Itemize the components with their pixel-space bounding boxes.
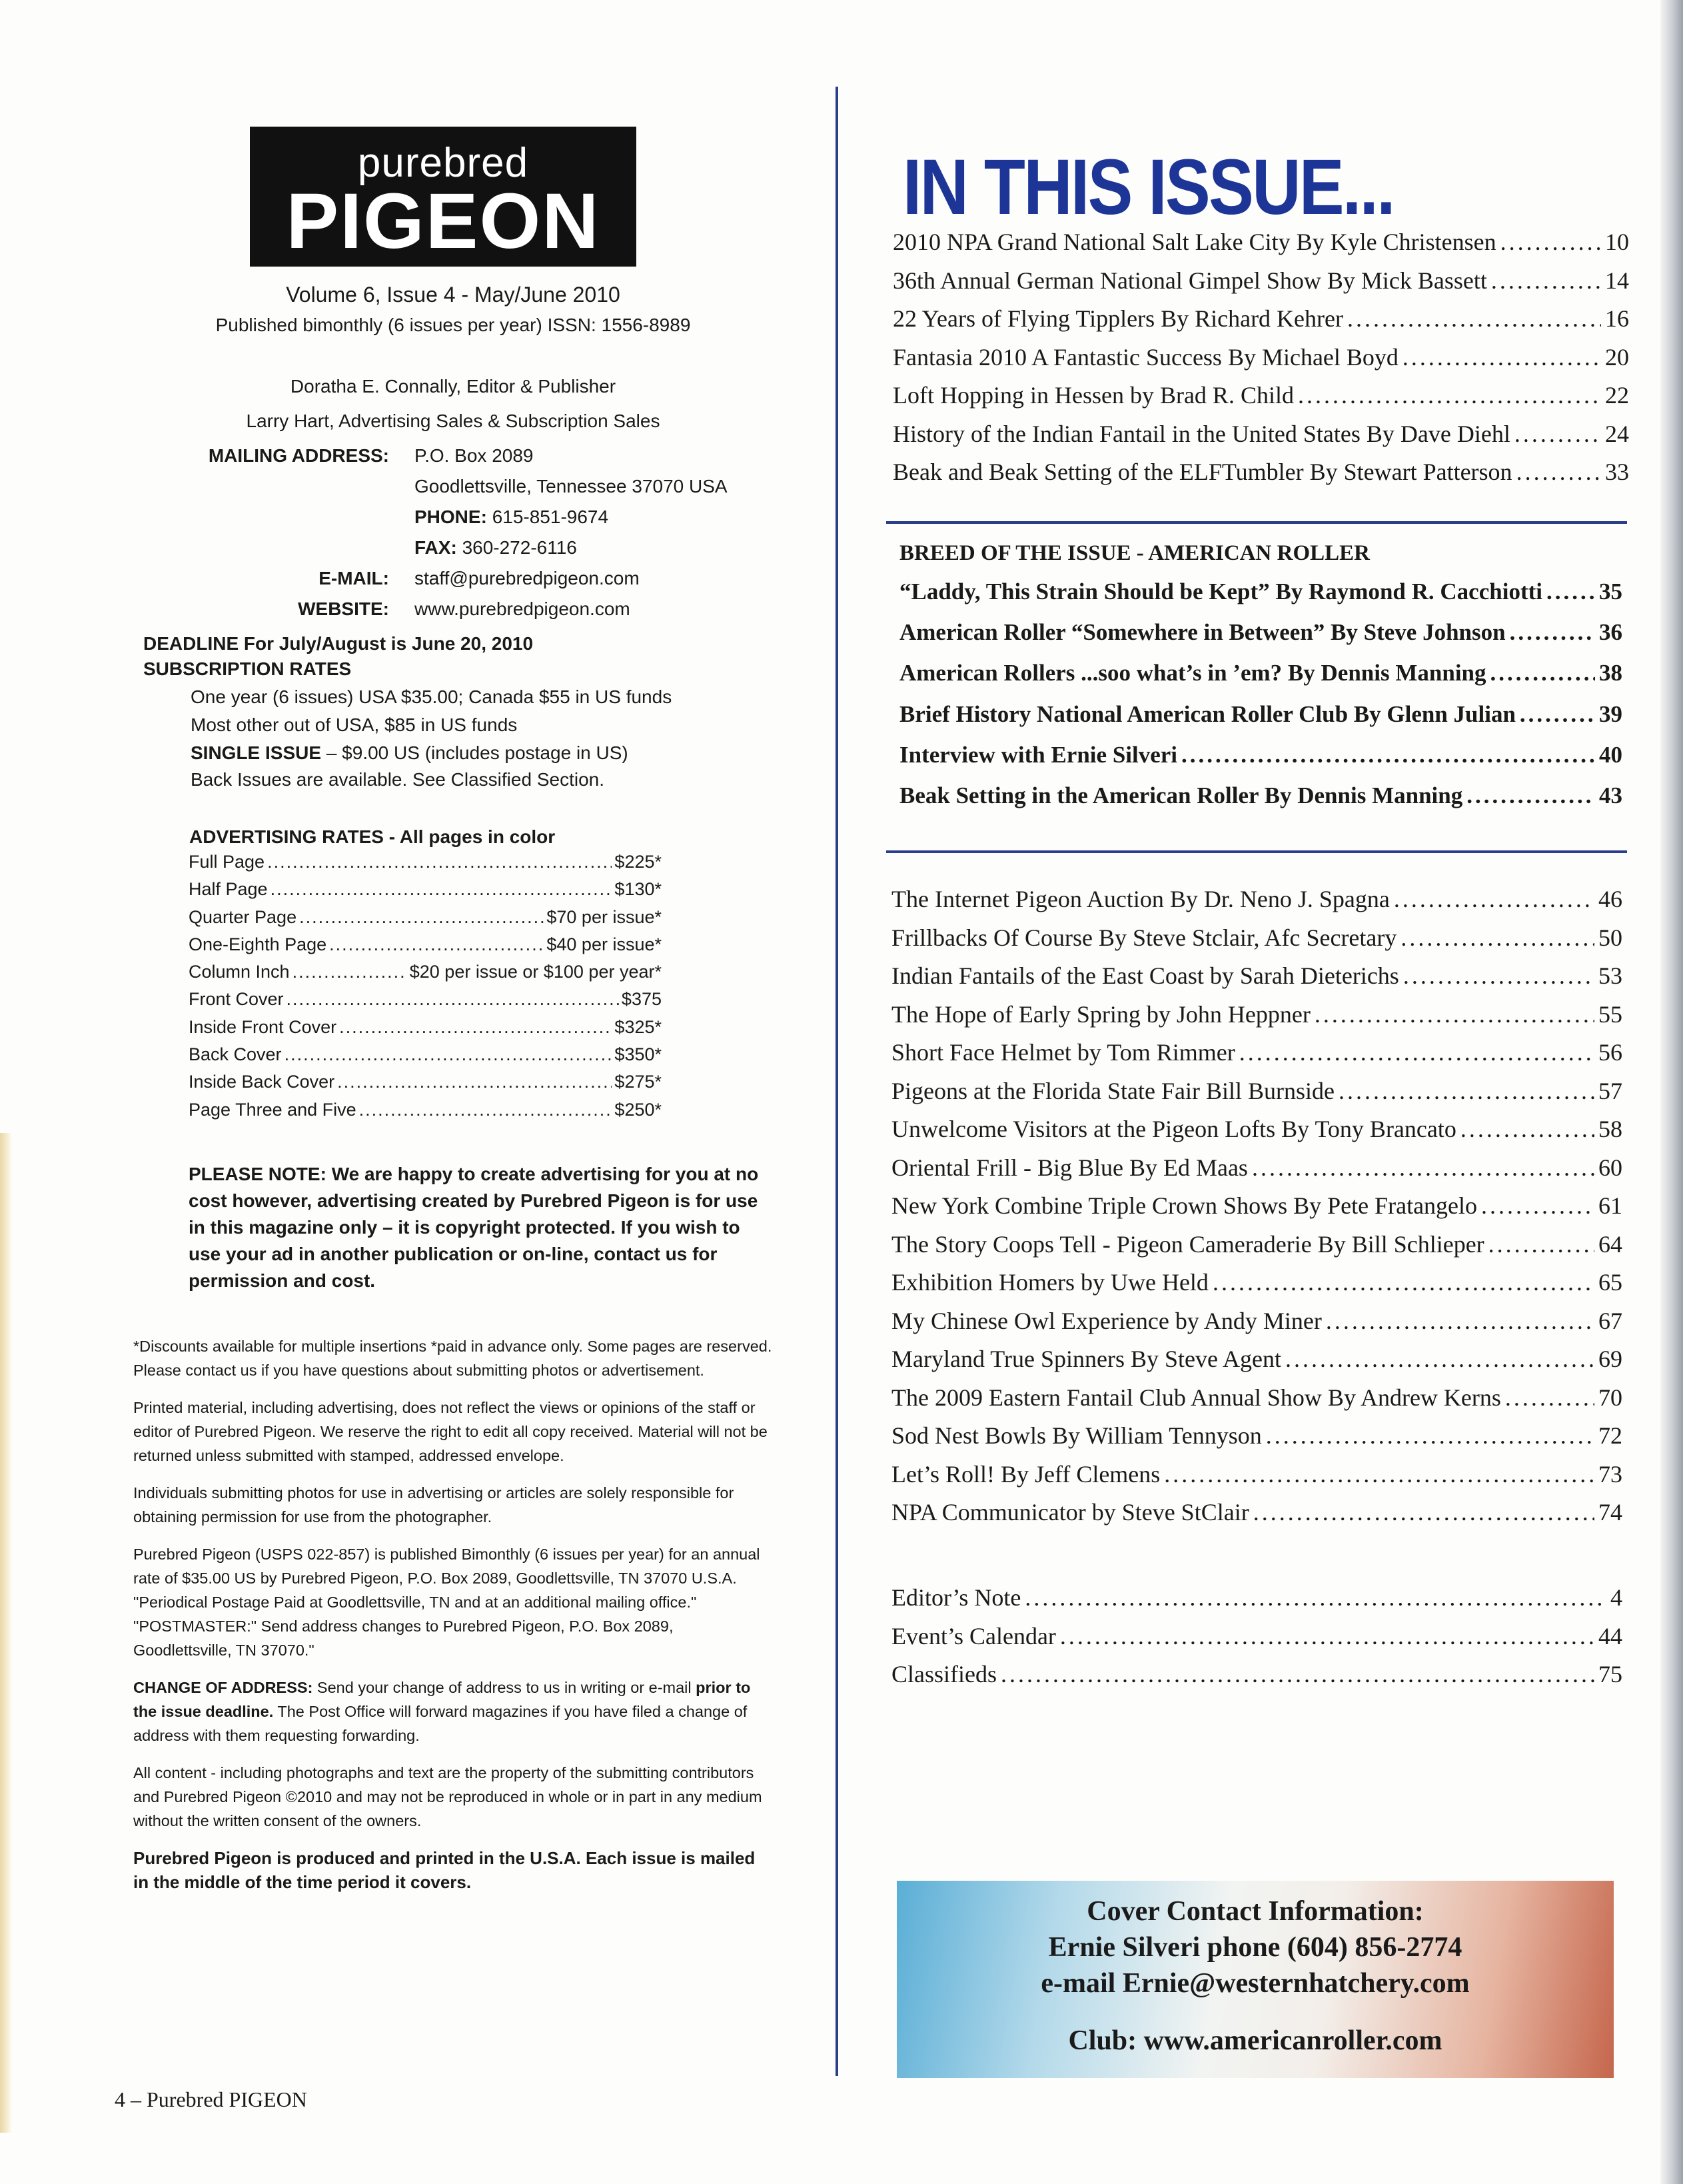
toc-entry[interactable]	[891, 1307, 1622, 1346]
toc-page: 72	[1598, 1422, 1622, 1449]
toc-page: 36	[1599, 619, 1622, 646]
leader-dots	[1181, 742, 1595, 768]
change-of-address-label: CHANGE OF ADDRESS:	[133, 1679, 313, 1696]
logo-small-text: purebred	[357, 140, 529, 186]
departments-list	[891, 1584, 1622, 1699]
rate-row	[189, 852, 662, 879]
rate-name: Full Page	[189, 852, 265, 872]
rate-price: $250*	[614, 1099, 662, 1120]
toc-page: 35	[1599, 578, 1622, 604]
rate-price: $375	[621, 989, 662, 1010]
single-issue-text: – $9.00 US (includes postage in US)	[321, 742, 628, 763]
rate-price: $20 per issue or $100 per year*	[409, 962, 662, 982]
toc-entry[interactable]	[891, 1192, 1622, 1230]
leader-dots	[292, 962, 407, 982]
rate-name: Quarter Page	[189, 906, 297, 927]
postal-paragraph: Purebred Pigeon (USPS 022-857) is published Bimonthly (6 issues per year) for an annual rate of $35.00 US by Purebred Pigeon, P.O. Box 2089, Goodlettsville, TN 37070 U.S.A. "Periodical Postage Paid at Goodlettsville, TN and at an additional mailing office." "POSTMASTER:" Send address changes to Purebred Pigeon, P.O. Box 2089, Goodlettsville, TN 37070."	[133, 1546, 760, 1659]
toc-entry[interactable]	[891, 1584, 1622, 1622]
page-edge-left	[0, 1133, 12, 2133]
rate-price: $225*	[614, 852, 662, 872]
leader-dots	[1403, 962, 1594, 990]
toc-title: The Internet Pigeon Auction By Dr. Neno J. Spagna	[891, 886, 1390, 912]
logo-big-text: PIGEON	[286, 177, 600, 265]
deadline-line: DEADLINE For July/August is June 20, 2010	[143, 633, 534, 654]
change-of-address-paragraph	[133, 1675, 773, 1747]
leader-dots	[1164, 1460, 1594, 1488]
toc-title: Frillbacks Of Course By Steve Stclair, Afc Secretary	[891, 924, 1397, 951]
published-line: Published bimonthly (6 issues per year) ISSN: 1556-8989	[215, 315, 691, 335]
toc-page: 65	[1598, 1269, 1622, 1296]
toc-entry[interactable]	[891, 1230, 1622, 1269]
toc-page: 44	[1598, 1622, 1622, 1649]
leader-dots	[1001, 1660, 1594, 1688]
rate-row	[189, 1044, 662, 1072]
toc-entry[interactable]	[899, 619, 1622, 660]
toc-entry[interactable]	[893, 343, 1629, 382]
leader-dots	[1466, 782, 1595, 809]
toc-page: 24	[1605, 420, 1629, 447]
rate-row	[189, 879, 662, 906]
toc-entry[interactable]	[891, 885, 1622, 924]
printed-in-usa-paragraph: Purebred Pigeon is produced and printed in the U.S.A. Each issue is mailed in the middle of the time period it covers.	[133, 1848, 756, 1892]
toc-title: Oriental Frill - Big Blue By Ed Maas	[891, 1154, 1248, 1181]
toc-entry[interactable]	[891, 1498, 1622, 1537]
fax-value: 360-272-6116	[462, 537, 577, 558]
leader-dots	[1491, 267, 1601, 295]
leader-dots	[286, 989, 619, 1010]
toc-title: Indian Fantails of the East Coast by Sarah Dieterichs	[891, 962, 1399, 989]
leader-dots	[1520, 701, 1595, 728]
rate-price: $325*	[614, 1016, 662, 1037]
issue-line: Volume 6, Issue 4 - May/June 2010	[286, 283, 620, 307]
leader-dots	[1252, 1154, 1594, 1182]
rate-name: Page Three and Five	[189, 1099, 356, 1120]
toc-page: 38	[1599, 660, 1622, 686]
toc-title: Unwelcome Visitors at the Pigeon Lofts By Tony Brancato	[891, 1116, 1456, 1142]
leader-dots	[284, 1044, 612, 1065]
toc-title: Editor’s Note	[891, 1584, 1021, 1611]
leader-dots	[1060, 1622, 1594, 1650]
toc-title: American Rollers ...soo what’s in ’em? By Dennis Manning	[899, 660, 1486, 686]
leader-dots	[1460, 1115, 1594, 1143]
rate-price: $275*	[614, 1072, 662, 1092]
leader-dots	[1401, 924, 1594, 952]
leader-dots	[1347, 305, 1601, 333]
toc-entry[interactable]	[891, 1115, 1622, 1154]
single-issue-label: SINGLE ISSUE	[191, 742, 322, 763]
toc-page: 55	[1598, 1000, 1622, 1028]
fax-label: FAX:	[414, 537, 457, 558]
rate-row	[189, 934, 662, 962]
leader-dots	[1500, 228, 1601, 256]
articles-list	[891, 885, 1622, 1537]
leader-dots	[1239, 1038, 1594, 1066]
page-edge-right	[1660, 0, 1683, 2184]
toc-entry[interactable]	[899, 701, 1622, 742]
toc-entry[interactable]	[893, 305, 1629, 343]
toc-title: Loft Hopping in Hessen by Brad R. Child	[893, 382, 1294, 409]
rate-name: Back Cover	[189, 1044, 282, 1065]
change-of-address-rest: The Post Office will forward magazines if you have filed a change of address with them requesting forwarding.	[133, 1703, 748, 1744]
photos-paragraph: Individuals submitting photos for use in advertising or articles are solely responsible for obtaining permission for use from the photographer.	[133, 1484, 734, 1526]
toc-entry[interactable]	[899, 660, 1622, 700]
toc-entry[interactable]	[891, 962, 1622, 1000]
toc-page: 33	[1605, 459, 1629, 485]
sales-line: Larry Hart, Advertising Sales & Subscription Sales	[246, 411, 660, 431]
leader-dots	[267, 852, 612, 872]
toc-title: The Hope of Early Spring by John Heppner	[891, 1000, 1311, 1028]
leader-dots	[1505, 1384, 1594, 1412]
toc-title: 22 Years of Flying Tipplers By Richard Kehrer	[893, 305, 1343, 332]
rate-row	[189, 1017, 662, 1044]
leader-dots	[1285, 1345, 1594, 1373]
rate-name: Inside Back Cover	[189, 1072, 335, 1092]
section-rule	[886, 850, 1627, 853]
toc-page: 73	[1598, 1460, 1622, 1488]
toc-page: 10	[1605, 229, 1629, 255]
toc-title: New York Combine Triple Crown Shows By Pete Fratangelo	[891, 1192, 1478, 1219]
toc-page: 20	[1605, 343, 1629, 371]
toc-page: 60	[1598, 1154, 1622, 1181]
advertising-rates-list	[189, 852, 662, 1127]
toc-entry[interactable]	[899, 742, 1622, 782]
in-this-issue-headline: IN THIS ISSUE...	[903, 143, 1394, 231]
toc-page: 22	[1605, 382, 1629, 409]
toc-page: 50	[1598, 924, 1622, 951]
toc-title: 2010 NPA Grand National Salt Lake City By Kyle Christensen	[893, 229, 1496, 255]
leader-dots	[1025, 1584, 1606, 1612]
copyright-paragraph: All content - including photographs and text are the property of the submitting contributors and Purebred Pigeon ©2010 and may not be reproduced in whole or in part in any medium without the written consent of the owners.	[133, 1764, 762, 1829]
website-link[interactable]: www.purebredpigeon.com	[414, 598, 630, 619]
leader-dots	[1514, 420, 1601, 448]
toc-page: 58	[1598, 1116, 1622, 1142]
toc-page: 61	[1598, 1192, 1622, 1219]
toc-title: 36th Annual German National Gimpel Show By Mick Bassett	[893, 267, 1487, 294]
leader-dots	[1510, 619, 1595, 646]
leader-dots	[1481, 1192, 1594, 1220]
advertising-heading: ADVERTISING RATES - All pages in color	[189, 826, 556, 847]
leader-dots	[1339, 1077, 1594, 1105]
toc-entry[interactable]	[891, 1422, 1622, 1460]
toc-entry[interactable]	[891, 1000, 1622, 1039]
toc-entry[interactable]	[893, 420, 1629, 459]
leader-dots	[299, 907, 544, 928]
change-of-address-text: Send your change of address to us in writing or e-mail	[312, 1679, 696, 1696]
toc-title: The 2009 Eastern Fantail Club Annual Show By Andrew Kerns	[891, 1384, 1501, 1411]
toc-entry[interactable]	[891, 1460, 1622, 1499]
leader-dots	[271, 879, 612, 900]
breed-of-the-issue-heading: BREED OF THE ISSUE - AMERICAN ROLLER	[899, 541, 1370, 565]
toc-title: Interview with Ernie Silveri	[899, 741, 1178, 768]
toc-title: Let’s Roll! By Jeff Clemens	[891, 1460, 1161, 1488]
toc-entry[interactable]	[891, 1154, 1622, 1192]
features-list	[893, 228, 1629, 497]
leader-dots	[1315, 1000, 1594, 1028]
change-of-address-bold: prior to the issue deadline.	[133, 1679, 751, 1720]
rate-row	[189, 1100, 662, 1127]
toc-page: 69	[1598, 1346, 1622, 1372]
subscription-heading: SUBSCRIPTION RATES	[143, 658, 352, 679]
address-line-2: Goodlettsville, Tennessee 37070 USA	[414, 476, 728, 497]
toc-title: Sod Nest Bowls By William Tennyson	[891, 1422, 1262, 1449]
toc-page: 67	[1598, 1307, 1622, 1334]
toc-title: Pigeons at the Florida State Fair Bill Burnside	[891, 1077, 1335, 1104]
leader-dots	[1488, 1230, 1594, 1258]
please-note-paragraph: PLEASE NOTE: We are happy to create advertising for you at no cost however, advertising created by Purebred Pigeon is for use in this magazine only – it is copyright protected. If you wish to use your ad in another publication or on-line, contact us for permission and cost.	[189, 1164, 759, 1291]
cover-contact-phone: Ernie Silveri phone (604) 856-2774	[1048, 1932, 1462, 1963]
toc-title: Fantasia 2010 A Fantastic Success By Michael Boyd	[893, 343, 1399, 371]
toc-entry[interactable]	[891, 1622, 1622, 1661]
toc-entry[interactable]	[893, 228, 1629, 267]
toc-title: American Roller “Somewhere in Between” By Steve Johnson	[899, 619, 1506, 646]
editor-line: Doratha E. Connally, Editor & Publisher	[290, 376, 616, 397]
discounts-paragraph: *Discounts available for multiple insertions *paid in advance only. Some pages are reserved. Please contact us if you have questions about submitting photos or advertisement.	[133, 1338, 772, 1379]
toc-page: 4	[1610, 1584, 1622, 1611]
leader-dots	[1402, 343, 1601, 371]
leader-dots	[1213, 1268, 1594, 1296]
disclaimer-paragraph: Printed material, including advertising, does not reflect the views or opinions of the staff or editor of Purebred Pigeon. We reserve the right to edit all copy received. Material will not be returned unless submitted with stamped, addressed envelope.	[133, 1399, 768, 1464]
leader-dots	[329, 934, 544, 955]
toc-page: 57	[1598, 1077, 1622, 1104]
rate-row	[189, 989, 662, 1016]
rate-price: $350*	[614, 1044, 662, 1065]
section-rule	[886, 521, 1627, 524]
leader-dots	[339, 1017, 612, 1038]
toc-entry[interactable]	[891, 1038, 1622, 1077]
toc-entry[interactable]	[891, 1077, 1622, 1116]
toc-title: The Story Coops Tell - Pigeon Cameraderie By Bill Schlieper	[891, 1230, 1484, 1258]
toc-page: 74	[1598, 1499, 1622, 1526]
toc-page: 40	[1599, 741, 1622, 768]
leader-dots	[1298, 381, 1601, 409]
toc-entry[interactable]	[891, 1345, 1622, 1384]
toc-entry[interactable]	[899, 782, 1622, 823]
toc-page: 64	[1598, 1230, 1622, 1258]
back-issues-line: Back Issues are available. See Classified Section.	[191, 769, 604, 790]
toc-entry[interactable]	[893, 267, 1629, 305]
leader-dots	[1253, 1498, 1594, 1526]
toc-page: 16	[1605, 305, 1629, 332]
toc-page: 43	[1599, 782, 1622, 808]
toc-title: Beak and Beak Setting of the ELFTumbler By Stewart Patterson	[893, 459, 1512, 485]
toc-page: 53	[1598, 962, 1622, 989]
toc-title: History of the Indian Fantail in the United States By Dave Diehl	[893, 420, 1510, 447]
toc-page: 14	[1605, 267, 1629, 294]
subscription-line-2: Most other out of USA, $85 in US funds	[191, 714, 518, 735]
toc-title: My Chinese Owl Experience by Andy Miner	[891, 1307, 1322, 1334]
toc-entry[interactable]	[891, 1268, 1622, 1307]
toc-entry[interactable]	[893, 381, 1629, 420]
cover-contact-heading: Cover Contact Information:	[1087, 1896, 1424, 1927]
rate-name: Half Page	[189, 879, 268, 900]
cover-contact-club-website[interactable]: Club: www.americanroller.com	[1068, 2025, 1442, 2056]
leader-dots	[1516, 458, 1601, 486]
email-link[interactable]: staff@purebredpigeon.com	[414, 568, 640, 588]
toc-page: 56	[1598, 1039, 1622, 1066]
toc-entry[interactable]	[891, 1660, 1622, 1699]
cover-contact-box	[897, 1881, 1614, 2078]
toc-page: 70	[1598, 1384, 1622, 1411]
toc-entry[interactable]	[899, 578, 1622, 619]
toc-title: Short Face Helmet by Tom Rimmer	[891, 1039, 1235, 1066]
leader-dots	[1394, 885, 1594, 913]
cover-contact-email[interactable]: e-mail Ernie@westernhatchery.com	[1041, 1968, 1470, 1999]
toc-title: Brief History National American Roller Club By Glenn Julian	[899, 700, 1516, 727]
rate-row	[189, 907, 662, 934]
leader-dots	[337, 1072, 612, 1092]
toc-page: 75	[1598, 1661, 1622, 1687]
toc-entry[interactable]	[891, 924, 1622, 962]
toc-entry[interactable]	[891, 1384, 1622, 1422]
toc-entry[interactable]	[893, 458, 1629, 497]
column-divider	[836, 87, 838, 2076]
rate-name: One-Eighth Page	[189, 934, 327, 954]
toc-title: Classifieds	[891, 1661, 997, 1687]
address-line-1: P.O. Box 2089	[414, 445, 534, 466]
leader-dots	[1490, 660, 1595, 686]
leader-dots	[1266, 1422, 1594, 1450]
toc-page: 46	[1598, 886, 1622, 912]
toc-page: 39	[1599, 700, 1622, 727]
toc-title: Maryland True Spinners By Steve Agent	[891, 1346, 1281, 1372]
website-label: WEBSITE:	[298, 598, 389, 619]
leader-dots	[1326, 1307, 1594, 1335]
rate-row	[189, 962, 662, 989]
toc-title: NPA Communicator by Steve StClair	[891, 1499, 1249, 1526]
mailing-address-label: MAILING ADDRESS:	[208, 445, 389, 466]
leader-dots	[1546, 578, 1595, 605]
toc-title: Event’s Calendar	[891, 1622, 1056, 1649]
rate-name: Column Inch	[189, 962, 290, 982]
rate-name: Inside Front Cover	[189, 1016, 337, 1037]
toc-title: “Laddy, This Strain Should be Kept” By Raymond R. Cacchiotti	[899, 578, 1542, 604]
rate-row	[189, 1072, 662, 1099]
single-issue-line	[191, 742, 628, 764]
subscription-line-1: One year (6 issues) USA $35.00; Canada $55 in US funds	[191, 686, 672, 707]
purebred-pigeon-logo	[250, 127, 636, 267]
page-footer: 4 – Purebred PIGEON	[115, 2087, 307, 2111]
email-label: E-MAIL:	[318, 568, 389, 588]
rate-name: Front Cover	[189, 989, 284, 1010]
phone-value: 615-851-9674	[492, 507, 609, 527]
toc-title: Exhibition Homers by Uwe Held	[891, 1269, 1209, 1296]
rate-price: $70 per issue*	[546, 906, 662, 927]
breed-list	[899, 578, 1622, 823]
toc-title: Beak Setting in the American Roller By Dennis Manning	[899, 782, 1463, 808]
phone-label: PHONE:	[414, 507, 487, 527]
rate-price: $130*	[614, 879, 662, 900]
leader-dots	[359, 1100, 612, 1120]
fine-print	[133, 1334, 773, 1894]
rate-price: $40 per issue*	[546, 934, 662, 954]
